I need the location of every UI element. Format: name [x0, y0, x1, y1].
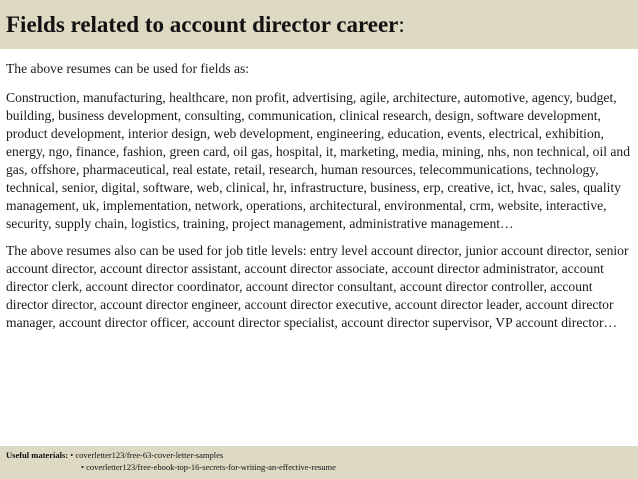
content-body — [6, 60, 634, 332]
page-title — [6, 13, 638, 36]
footer-link-cover-letter-samples[interactable]: • coverletter123/free-63-cover-letter-samples — [70, 450, 224, 460]
job-levels-text: The above resumes also can be used for job title levels: entry level account director, junior account director, senior account director, account director assistant, account director associate, account director administrator, account director clerk, account director coordinator, account director consultant, account director controller, account director director, account director engineer, account director executive, account director leader, account director manager, account director officer, account director specialist, account director supervisor, VP account director… — [6, 243, 629, 330]
page-title-colon: : — [398, 12, 405, 37]
intro-text: The above resumes can be used for fields as: — [6, 61, 250, 76]
useful-materials-label — [6, 450, 68, 460]
title-bar — [0, 0, 638, 49]
useful-materials-label-text: Useful materials — [6, 450, 66, 460]
fields-list-text: Construction, manufacturing, healthcare, non profit, advertising, agile, architecture, automotive, agency, budget, building, business development, consulting, communication, clinical research, design, software development, product development, interior design, web development, engineering, education, events, electrical, exhibition, energy, ngo, finance, fashion, green card, oil gas, hospital, it, marketing, media, mining, nhs, non technical, oil and gas, offshore, pharmaceutical, real estate, retail, research, human resources, telecommunications, technology, technical, senior, digital, software, web, clinical, hr, infrastructure, business, erp, creative, ict, hvac, sales, quality management, uk, implementation, network, operations, architectural, environmental, crm, website, interactive, security, supply chain, logistics, training, project management, administrative management… — [6, 90, 631, 231]
footer-row-1 — [6, 449, 638, 461]
footer-bar — [0, 446, 638, 479]
footer-link-resume-ebook[interactable]: • coverletter123/free-ebook-top-16-secrets-for-writing-an-effective-resume — [81, 462, 336, 472]
page-title-text: Fields related to account director career — [6, 12, 399, 37]
useful-materials-label-colon: : — [65, 450, 69, 460]
footer-row-2 — [6, 461, 638, 473]
